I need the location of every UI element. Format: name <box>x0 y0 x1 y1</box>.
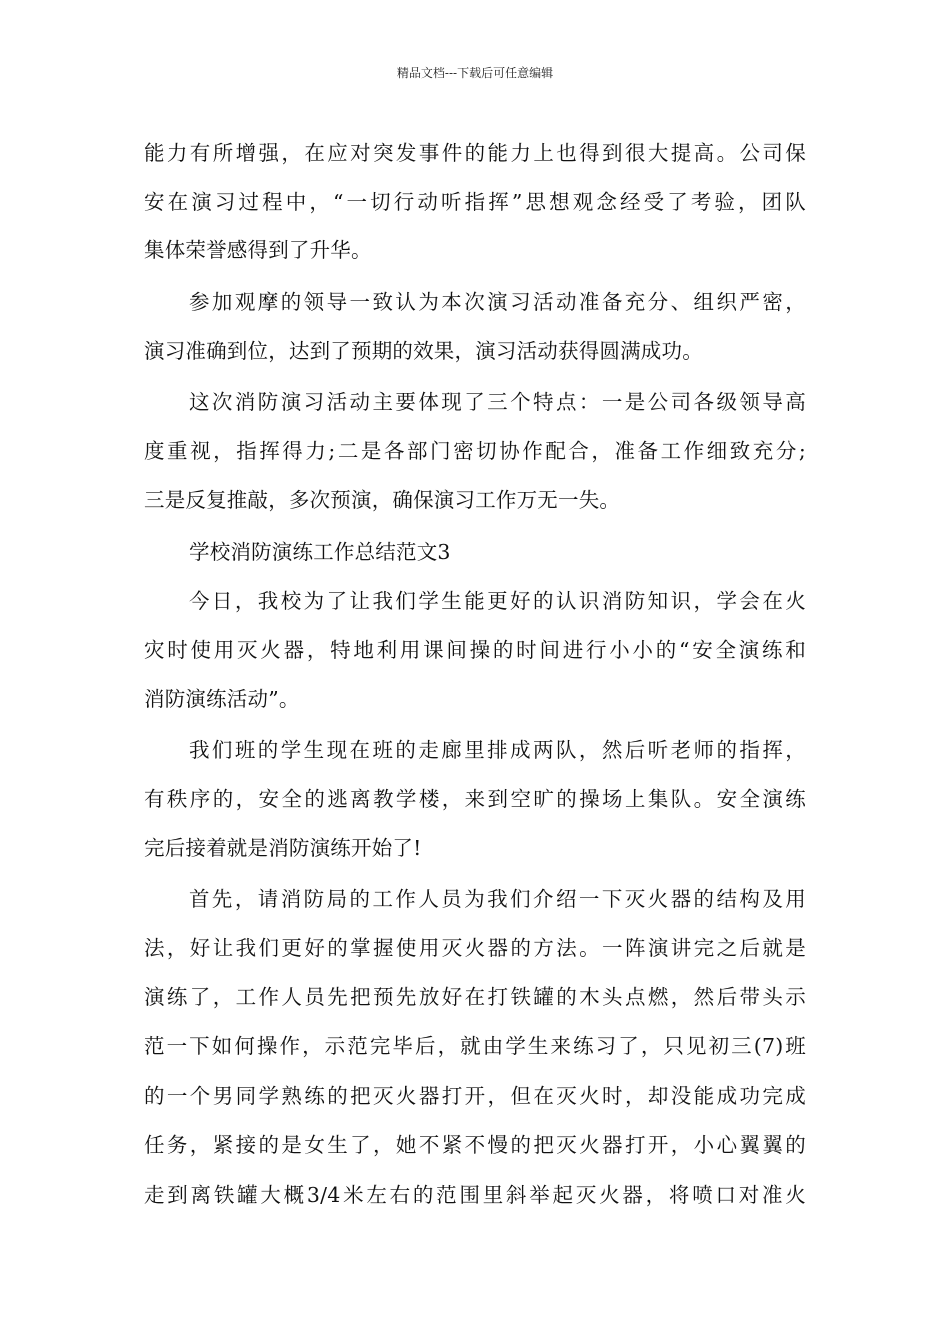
text-line: 三是反复推敲，多次预演，确保演习工作万无一失。 <box>144 488 621 512</box>
text-line: 消防演练活动”。 <box>144 687 300 711</box>
text-line: 范一下如何操作，示范完毕后，就由学生来练习了，只见初三(7)班 <box>144 1034 806 1058</box>
text-line: 演练了，工作人员先把预先放好在打铁罐的木头点燃，然后带头示 <box>144 985 806 1009</box>
text-line: 首先，请消防局的工作人员为我们介绍一下灭火器的结构及用 <box>189 887 806 911</box>
text-line: 的一个男同学熟练的把灭火器打开，但在灭火时，却没能成功完成 <box>144 1084 806 1108</box>
text-line: 法，好让我们更好的掌握使用灭火器的方法。一阵演讲完之后就是 <box>144 936 806 960</box>
text-line: 安在演习过程中，“一切行动听指挥”思想观念经受了考验，团队 <box>144 190 806 214</box>
text-line: 完后接着就是消防演练开始了! <box>144 836 422 860</box>
section-heading: 学校消防演练工作总结范文3 <box>189 540 451 564</box>
text-line: 演习准确到位，达到了预期的效果，演习活动获得圆满成功。 <box>144 339 703 363</box>
text-line: 能力有所增强，在应对突发事件的能力上也得到很大提高。公司保 <box>144 141 806 165</box>
text-line: 走到离铁罐大概3/4米左右的范围里斜举起灭火器，将喷口对准火 <box>144 1183 806 1207</box>
page-header: 精品文档---下载后可任意编辑 <box>396 66 554 80</box>
text-line: 灾时使用灭火器，特地利用课间操的时间进行小小的“安全演练和 <box>144 638 806 662</box>
text-line: 有秩序的，安全的逃离教学楼，来到空旷的操场上集队。安全演练 <box>144 787 806 811</box>
text-line: 我们班的学生现在班的走廊里排成两队，然后听老师的指挥， <box>189 738 806 762</box>
text-line: 今日，我校为了让我们学生能更好的认识消防知识，学会在火 <box>189 589 806 613</box>
text-line: 集体荣誉感得到了升华。 <box>144 238 372 262</box>
text-line: 这次消防演习活动主要体现了三个特点：一是公司各级领导高 <box>189 390 806 414</box>
text-line: 参加观摩的领导一致认为本次演习活动准备充分、组织严密， <box>189 290 806 314</box>
text-line: 度重视，指挥得力;二是各部门密切协作配合，准备工作细致充分; <box>144 439 806 463</box>
text-line: 任务，紧接的是女生了，她不紧不慢的把灭火器打开，小心翼翼的 <box>144 1133 806 1157</box>
